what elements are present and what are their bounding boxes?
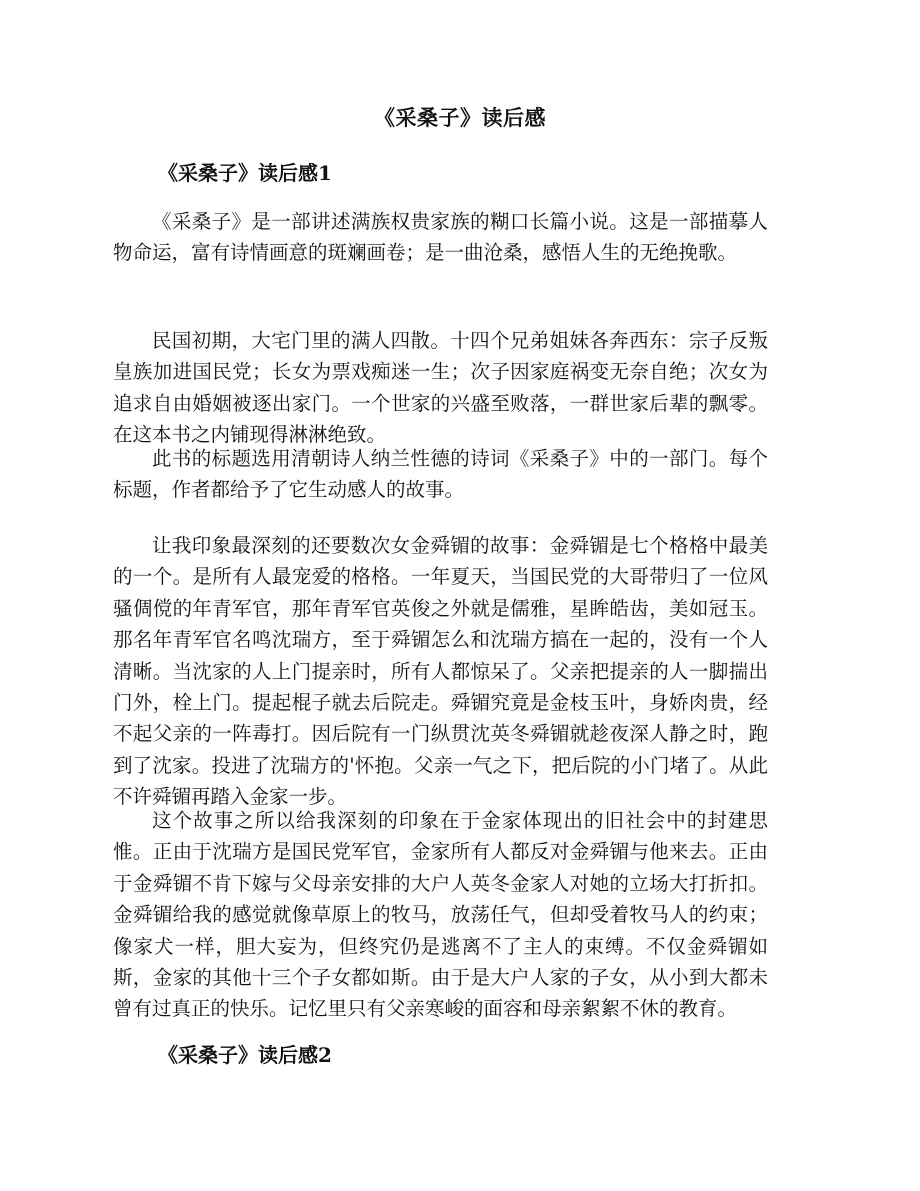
- document-title: 《采桑子》读后感: [374, 105, 546, 130]
- section-heading-2: 《采桑子》读后感2: [158, 1043, 332, 1067]
- paragraph-1: 《采桑子》是一部讲述满族权贵家族的糊口长篇小说。这是一部描摹人物命运，富有诗情画意的斑斓画卷；是一曲沧桑，感悟人生的无绝挽歌。: [113, 210, 768, 265]
- paragraph-4: 让我印象最深刻的还要数次女金舜镅的故事：金舜镅是七个格格中最美的一个。是所有人最宠爱的格格。一年夏天，当国民党的大哥带归了一位风骚倜傥的年青军官，那年青军官英俊之外就是儒雅，星眸皓齿，美如冠玉。那名年青军官名鸣沈瑞方，至于舜镅怎么和沈瑞方搞在一起的，没有一个人清晰。当沈家的人上门提亲时，所有人都惊呆了。父亲把提亲的人一脚揣出门外，栓上门。提起棍子就去后院走。舜镅究竟是金枝玉叶，身娇肉贵，经不起父亲的一阵毒打。因后院有一门纵贯沈英冬舜镅就趁夜深人静之时，跑到了沈家。投进了沈瑞方的'怀抱。父亲一气之下，把后院的小门堵了。从此不许舜镅再踏入金家一步。: [113, 534, 768, 809]
- paragraph-3: 此书的标题选用清朝诗人纳兰性德的诗词《采桑子》中的一部门。每个标题，作者都给予了它生动感人的故事。: [113, 447, 768, 502]
- paragraph-5: 这个故事之所以给我深刻的印象在于金家体现出的旧社会中的封建思惟。正由于沈瑞方是国民党军官，金家所有人都反对金舜镅与他来去。正由于金舜镅不肯下嫁与父母亲安排的大户人英冬金家人对她的立场大打折扣。金舜镅给我的感觉就像草原上的牧马，放荡任气，但却受着牧马人的约束；像家犬一样，胆大妄为，但终究仍是逃离不了主人的束缚。不仅金舜镅如斯，金家的其他十三个子女都如斯。由于是大户人家的子女，从小到大都未曾有过真正的快乐。记忆里只有父亲寒峻的面容和母亲絮絮不休的教育。: [113, 809, 768, 1021]
- paragraph-2: 民国初期，大宅门里的满人四散。十四个兄弟姐妹各奔西东：宗子反叛皇族加进国民党；长女为票戏痴迷一生；次子因家庭祸变无奈自绝；次女为追求自由婚姻被逐出家门。一个世家的兴盛至败落，一群世家后辈的飘零。在这本书之内铺现得淋淋绝致。: [113, 329, 768, 447]
- section-heading-1: 《采桑子》读后感1: [158, 161, 332, 185]
